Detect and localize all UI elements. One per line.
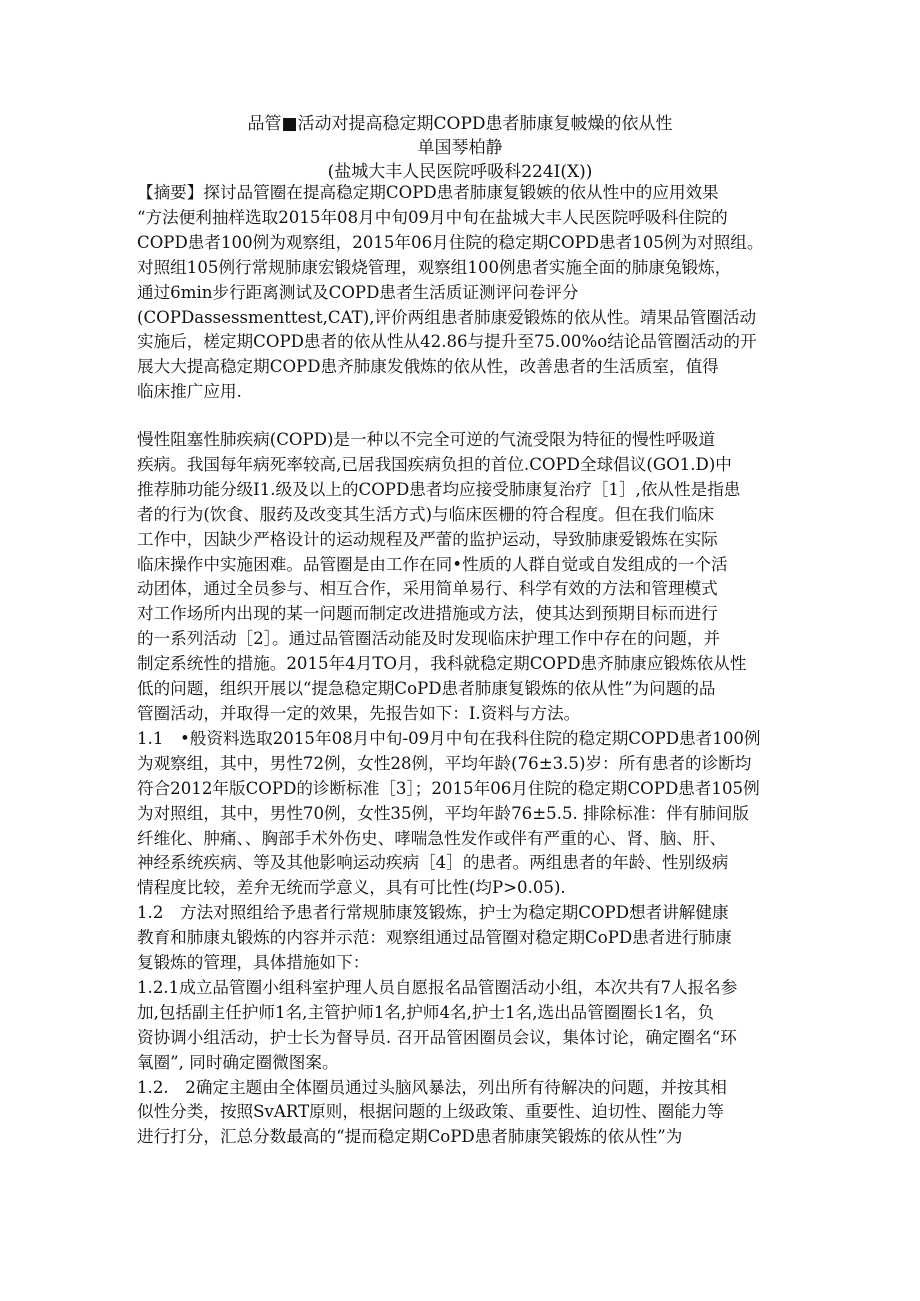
body-line: 1.2 方法对照组给予患者行常规肺康笈锻炼，护士为稳定期COPD想者讲解健康	[137, 903, 729, 923]
abstract-line: 展大大提高稳定期COPD患齐肺康发俄炼的依从性，改善患者的生活质室，值得	[137, 357, 719, 377]
body-line: 工作中，因缺少严格设计的运动规程及严蕾的监护运动，导致肺康爱锻炼在实际	[137, 529, 718, 549]
body-line: 教育和肺康丸锻炼的内容并示范：观察组通过品管圈对稳定期CoPD患者进行肺康	[137, 928, 732, 948]
body-line: 的一系列活动［2］。通过品管圈活动能及时发现临床护理工作中存在的问题，并	[137, 629, 721, 649]
abstract-line: 对照组105例行常规肺康宏锻烧管理，观察组100例患者实施全面的肺康兔锻炼，	[137, 257, 732, 277]
body-line: 对工作场所内出现的某一问题而制定改进措施或方法，使其达到预期目标而进行	[137, 604, 718, 624]
body-line: 资协调小组活动，护士长为督导员. 召开品管困圈员会议，集体讨论，确定圈名“环	[137, 1027, 737, 1047]
abstract-line: 临床推广应用.	[137, 382, 242, 402]
body-line: 慢性阻塞性肺疾病(COPD)是一种以不完全可逆的气流受限为特征的慢性呼吸道	[137, 430, 716, 449]
author-affiliation: (盐城大丰人民医院呼吸科224I(X))	[327, 162, 593, 182]
body-line: 似性分类，按照SvART原则，根据问题的上级政策、重要性、迫切性、圈能力等	[137, 1102, 724, 1122]
abstract-line: 【摘要】探讨品管圈在提高稳定期COPD患者肺康复锻嫉的依从性中的应用效果	[137, 183, 719, 202]
body-line: 1.2.1成立品管圈小组科室护理人员自愿报名品管圈活动小组，本次共有7人报名参	[137, 977, 738, 997]
author-names: 单国琴柏静	[417, 138, 503, 158]
body-line: 疾病。我国每年病死率较高,已居我国疾病负担的首位.COPD全球倡议(GO1.D)中	[137, 454, 732, 474]
abstract-line: (COPDassessmenttest,CAT),评价两组患者肺康爱锻炼的依从性。靖果品管圈活动	[137, 307, 757, 327]
abstract-line: “方法便利抽样选取2015年08月中旬09月中旬在盐城大丰人民医院呼吸科住院的	[137, 207, 728, 227]
body-line: 进行打分，汇总分数最高的“提而稳定期CoPD患者肺康笑锻炼的依从性”为	[137, 1127, 683, 1147]
body-line: 低的问题，组织开展以“提急稳定期CoPD患者肺康复锻炼的依从性”为问题的品	[137, 679, 716, 699]
body-line: 临床操作中实施困难。品管圈是由工作在同•性质的人群自觉或自发组成的一个活	[137, 554, 728, 574]
body-line: 制定系统性的措施。2015年4月TO月，我科就稳定期COPD患齐肺康应锻炼依从性	[137, 654, 747, 674]
body-line: 为观察组，其中，男性72例，女性28例，平均年龄(76±3.5)岁：所有患者的诊断均	[137, 753, 752, 773]
body-line: 管圈活动，并取得一定的效果，先报告如下：I.资料与方法。	[137, 703, 581, 723]
abstract-line: 通过6min步行距离测试及COPD患者生活质证测评问卷评分	[137, 282, 579, 302]
body-line: 推荐肺功能分级I1.级及以上的COPD患者均应接受肺康复治疗［1］,依从性是指患	[137, 479, 741, 499]
body-line: 为对照组，其中，男性70例，女性35例，平均年龄76±5.5. 排除标准：伴有肺间版	[137, 803, 749, 823]
body-line: 1.1 •般资料选取2015年08月中旬-09月中旬在我科住院的稳定期COPD患者100例	[137, 728, 761, 748]
body-text	[137, 428, 797, 1150]
body-line: 符合2012年版COPD的诊断标准［3］；2015年06月住院的稳定期COPD患者105例	[137, 778, 760, 798]
body-line: 加,包括副主任护师1名,主管护师1名,护师4名,护士1名,选出品管圈圈长1名，负	[137, 1002, 714, 1022]
abstract-line: COPD患者100例为观察组，2015年06月住院的稳定期COPD患者105例为对照组。	[137, 232, 764, 252]
body-line: 氧圈”, 同时确定圈微图案。	[137, 1052, 339, 1072]
document-title: 品管■活动对提高稳定期COPD患者肺康复帔燥的依从性	[247, 114, 673, 134]
abstract-paragraph	[137, 181, 797, 405]
body-line: 者的行为(饮食、服药及改变其生活方式)与临床医栅的符合程度。但在我们临床	[137, 504, 715, 524]
abstract-line: 实施后，槎定期COPD患者的依从性从42.86与提升至75.00%o结论品管圈活动的开	[137, 332, 757, 352]
body-line: 情程度比较，差弁无统而学意义，具有可比性(均P>0.05).	[137, 878, 566, 898]
body-line: 1.2. 2确定主题由全体圈员通过头脑风暴法，列出所有待解决的问题，并按其相	[137, 1077, 727, 1097]
body-line: 纤维化、肿痛、、胸部手术外伤史、哮喘急性发作或伴有严重的心、肾、脑、肝、	[137, 828, 727, 848]
body-line: 复锻炼的管理，具体措施如下：	[137, 953, 370, 973]
body-line: 动团体，通过全员参与、相互合作，采用简单易行、科学有效的方法和管理模式	[137, 579, 718, 599]
body-line: 神经系统疾病、等及其他影响运动疾病［4］的患者。两组患者的年龄、性别级病	[137, 853, 729, 873]
